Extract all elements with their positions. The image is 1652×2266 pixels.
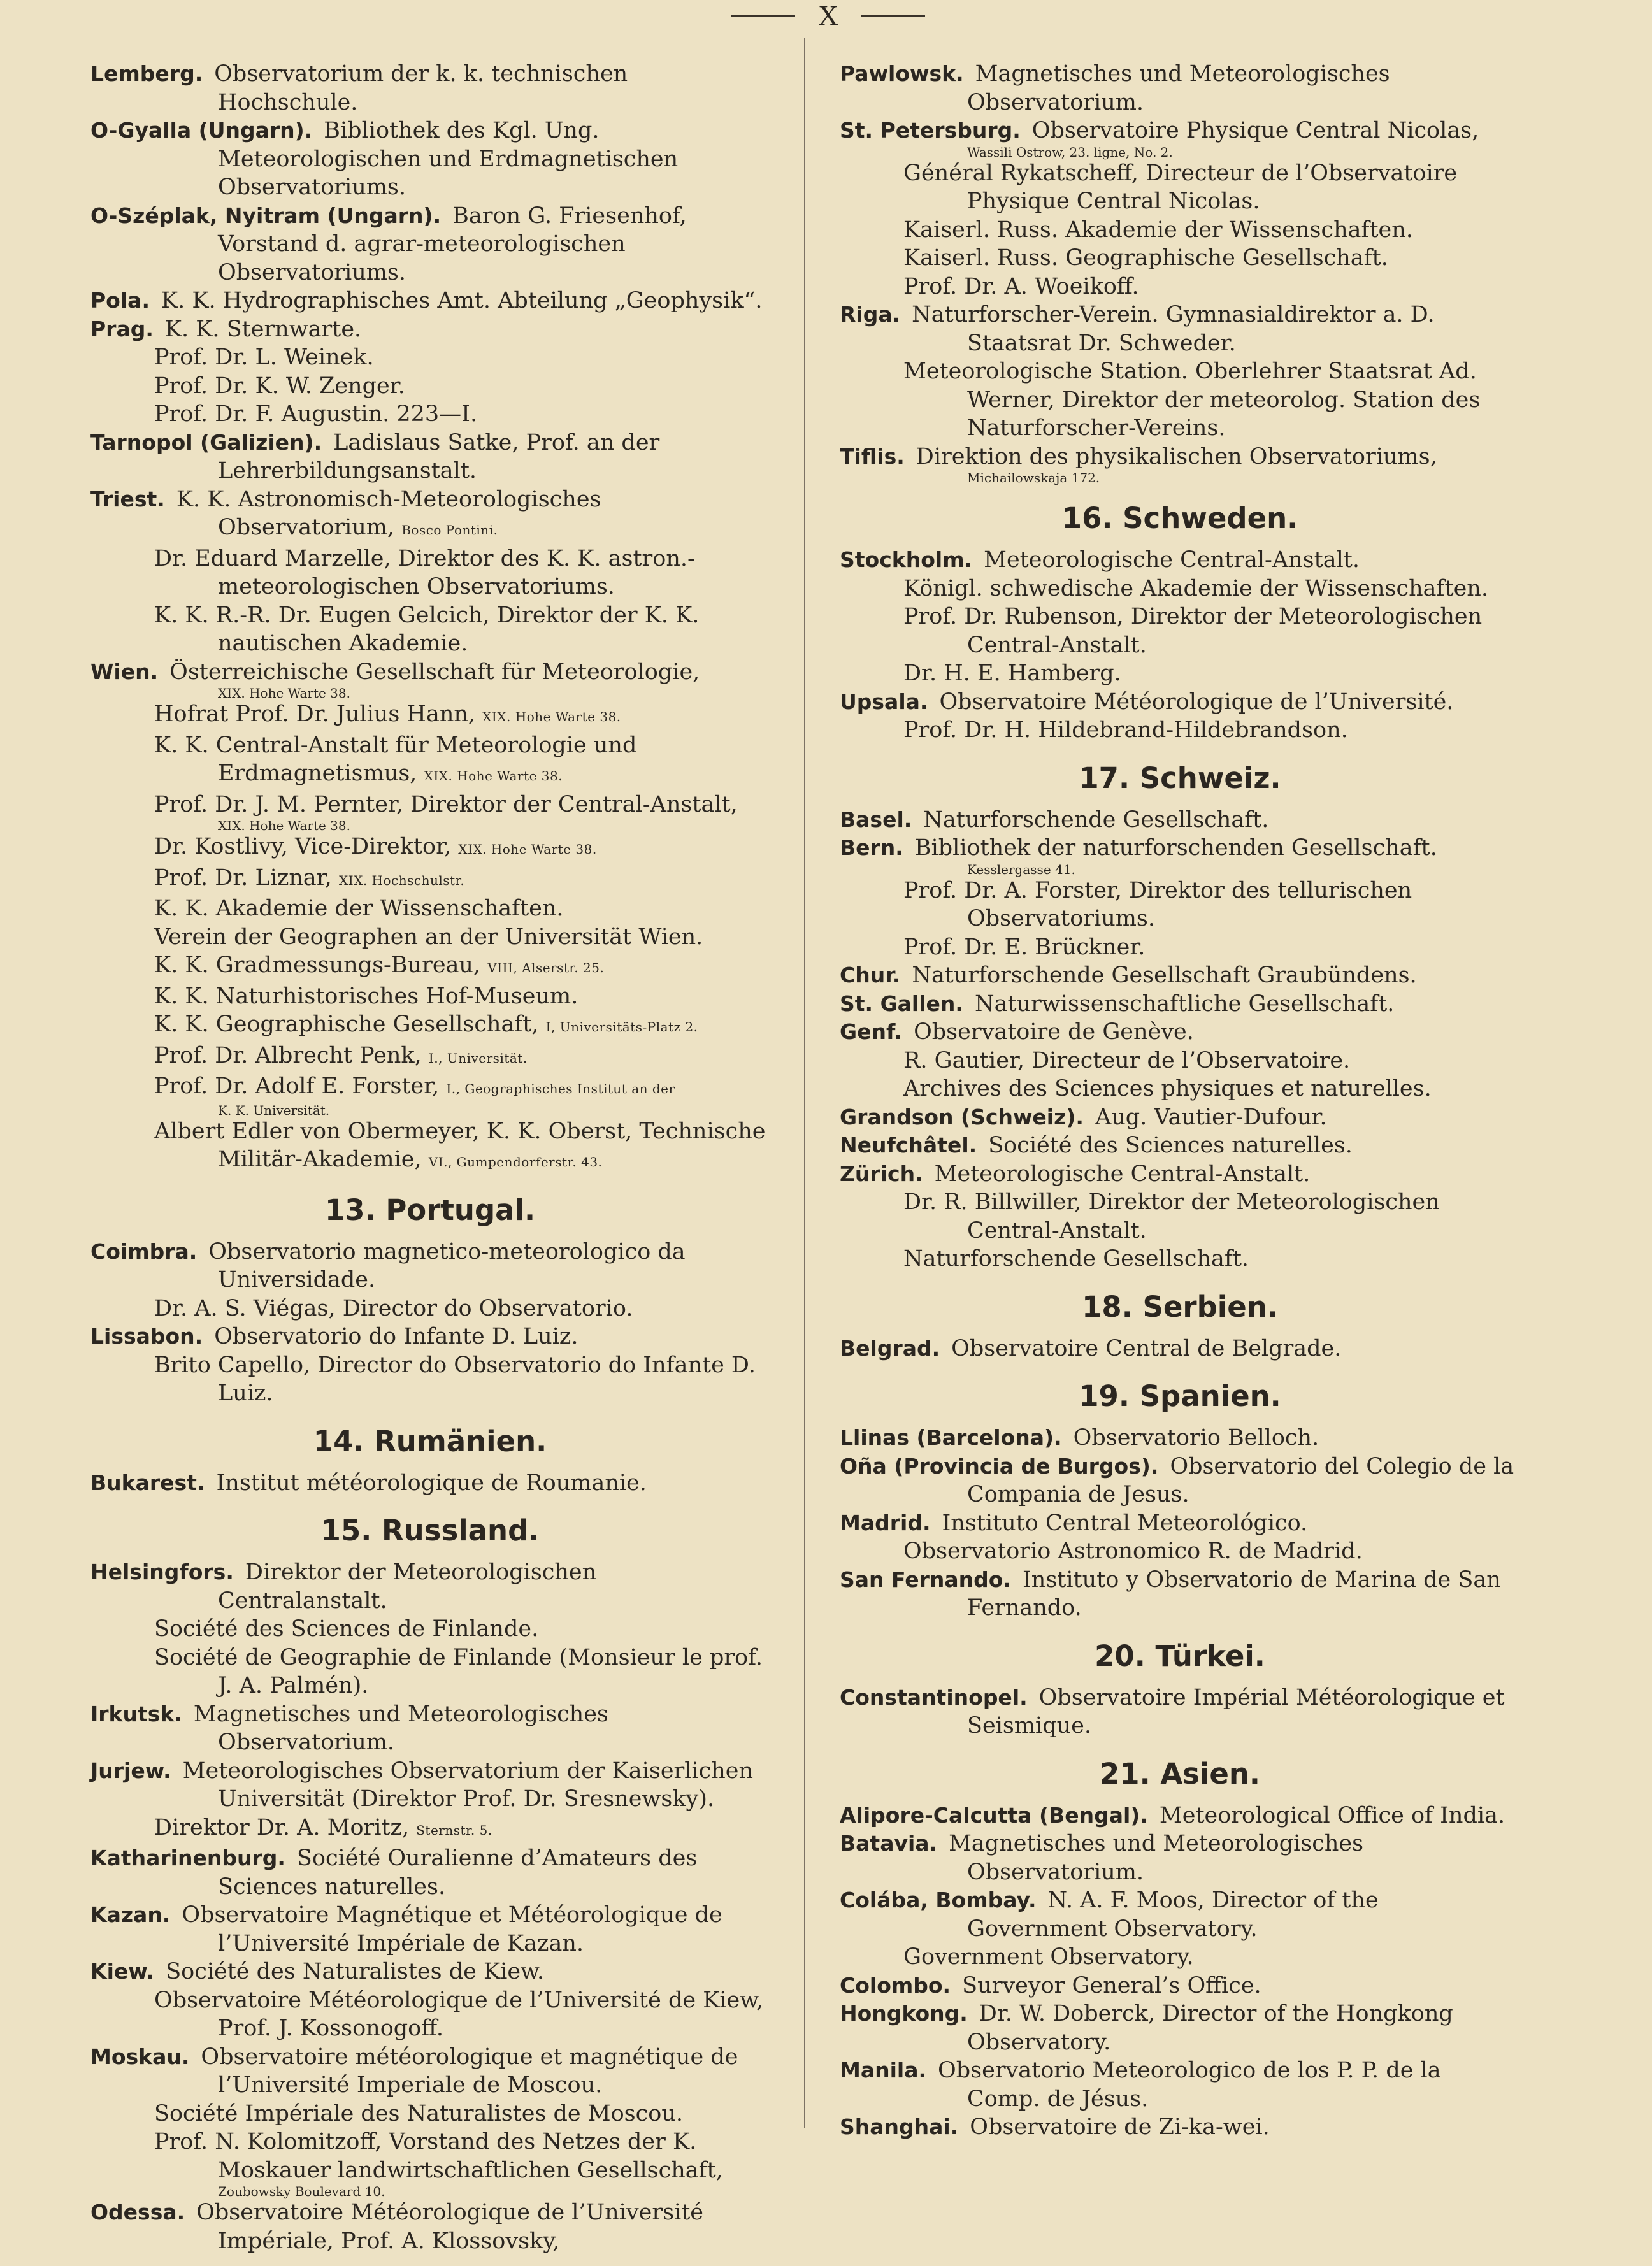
sub-entry [840,1943,1520,1972]
address-note: XIX. Hohe Warte 38. [424,768,563,784]
directory-entry [90,202,770,287]
place-name: Tarnopol (Galizien). [90,429,322,455]
entry-text: K. K. R.-R. Dr. Eugen Gelcich, Direktor der K. K. nautischen Akademie. [154,602,700,656]
section-heading: 14. Rumänien. [313,1424,547,1458]
entry-text: Dr. R. Billwiller, Direktor der Meteorologischen Central-Anstalt. [903,1189,1440,1244]
directory-entry [90,2198,770,2255]
place-name: St. Petersburg. [840,118,1021,143]
entry-text: Königl. schwedische Akademie der Wissenschaften. [903,575,1488,601]
header-rule-right [861,15,925,17]
place-name: Constantinopel. [840,1684,1028,1710]
sub-entry [90,372,770,401]
place-name: Bern. [840,835,903,860]
directory-entry [90,1844,770,1901]
entry-text: Prof. N. Kolomitzoff, Vorstand des Netzes der K. Moskauer landwirtschaftlichen Gesellschaft, [154,2129,723,2183]
section-heading: 20. Türkei. [1095,1639,1265,1673]
section-heading: 17. Schweiz. [1079,761,1281,795]
directory-entry [840,834,1520,863]
address-line: XIX. Hohe Warte 38. [218,818,350,833]
address-note: XIX. Hohe Warte 38. [458,842,597,857]
directory-entry [840,990,1520,1019]
entry-text: Prof. Dr. Adolf E. Forster, [154,1073,440,1099]
directory-entry [840,1886,1520,1943]
directory-entry [840,1335,1520,1363]
place-name: Triest. [90,486,165,512]
directory-entry [840,1684,1520,1740]
entry-text: Observatorio Meteorologico de los P. P. de la Comp. de Jésus. [938,2058,1441,2112]
entry-text: Naturforschende Gesellschaft Graubündens. [912,963,1417,988]
page-number: X [818,0,838,31]
directory-entry [90,1238,770,1294]
place-name: Pola. [90,288,150,313]
entry-text: Observatoire Magnétique et Météorologique de l’Université Impériale de Kazan. [182,1902,722,1956]
directory-entry [90,2043,770,2100]
directory-entry [840,2113,1520,2142]
directory-entry [90,117,770,202]
directory-entry [840,2000,1520,2056]
directory-entry [840,1830,1520,1886]
section-heading: 15. Russland. [320,1514,540,1547]
entry-text: Direktor der Meteorologischen Centralanstalt. [218,1560,597,1614]
sub-entry [840,1047,1520,1075]
entry-text: K. K. Gradmessungs-Bureau, [154,952,481,978]
directory-entry [840,1509,1520,1538]
place-name: Zürich. [840,1161,923,1186]
sub-entry [90,1814,770,1845]
directory-entry [840,1424,1520,1452]
place-name: Helsingfors. [90,1560,234,1584]
section-heading: 19. Spanien. [1079,1379,1281,1413]
entry-text: Meteorologische Central-Anstalt. [934,1161,1311,1187]
sub-entry [90,343,770,372]
sub-entry [90,731,770,791]
section-heading: 18. Serbien. [1082,1289,1278,1324]
section-heading: 16. Schweden. [1061,501,1298,535]
sub-entry [90,400,770,429]
address-note: Sternstr. 5. [416,1822,492,1838]
entry-text: Prof. Dr. L. Weinek. [154,345,374,370]
entry-text: Société Ouralienne d’Amateurs des Sciences naturelles. [218,1846,698,1900]
entry-text: Meteorologisches Observatorium der Kaiserlichen Universität (Direktor Prof. Dr. Sresnewsky). [182,1758,754,1812]
entry-text: Dr. W. Doberck, Director of the Hongkong Observatory. [967,2001,1453,2055]
entry-text: Prof. Dr. J. M. Pernter, Direktor der Central-Anstalt, [154,791,738,817]
column-divider [804,38,805,2128]
entry-text: Kaiserl. Russ. Geographische Gesellschaft. [903,245,1388,271]
entry-text: Société des Sciences de Finlande. [154,1616,539,1642]
sub-entry [90,700,770,731]
place-name: Wien. [90,659,159,684]
entry-text: Archives des Sciences physiques et naturelles. [903,1076,1432,1101]
sub-entry [840,159,1520,216]
entry-text: Observatorio magnetico-meteorologico da Universidade. [208,1238,686,1293]
sub-entry [840,659,1520,688]
sub-entry [90,894,770,923]
place-name: Oña (Provincia de Burgos). [840,1453,1159,1479]
place-name: Irkutsk. [90,1701,182,1726]
entry-text: Naturwissenschaftliche Gesellschaft. [974,991,1395,1017]
place-name: St. Gallen. [840,991,963,1016]
directory-entry [90,315,770,344]
entry-text: K. K. Naturhistorisches Hof-Museum. [154,983,578,1009]
entry-text: Naturforschende Gesellschaft. [923,807,1269,833]
entry-text: K. K. Geographische Gesellschaft, [154,1012,539,1037]
sub-entry [90,791,770,819]
entry-text: Bibliothek der naturforschenden Gesellschaft. [914,835,1437,861]
directory-entry [840,1131,1520,1160]
address-line: Zoubowsky Boulevard 10. [218,2184,385,2199]
entry-text: Prof. Dr. K. W. Zenger. [154,373,405,399]
address-line: XIX. Hohe Warte 38. [218,685,350,701]
entry-text: Baron G. Friesenhof, Vorstand d. agrar-meteorologischen Observatoriums. [218,203,687,285]
place-name: Genf. [840,1019,903,1044]
sub-entry [90,1294,770,1323]
entry-text: Observatoire de Zi-ka-wei. [970,2114,1270,2140]
entry-text: Meteorological Office of India. [1159,1802,1505,1828]
entry-text: Instituto Central Meteorológico. [942,1510,1308,1536]
place-name: Kazan. [90,1902,171,1927]
entry-text: K. K. Sternwarte. [164,316,362,342]
place-name: Lissabon. [90,1324,203,1349]
entry-text: Observatorio Astronomico R. de Madrid. [903,1538,1363,1564]
directory-entry [90,1469,770,1498]
directory-entry [840,60,1520,117]
entry-text: Dr. A. S. Viégas, Director do Observatorio. [154,1295,633,1321]
address-line: Michailowskaja 172. [967,470,1100,485]
entry-text: Société des Sciences naturelles. [988,1133,1353,1158]
entry-text: Kaiserl. Russ. Akademie der Wissenschaften. [903,217,1413,243]
directory-entry [840,1452,1520,1509]
place-name: Belgrad. [840,1335,940,1361]
directory-entry [90,485,770,545]
place-name: O-Széplak, Nyitram (Ungarn). [90,203,442,228]
entry-text: Prof. Dr. H. Hildebrand-Hildebrandson. [903,717,1348,743]
place-name: Hongkong. [840,2001,968,2026]
place-name: Kiew. [90,1959,155,1984]
directory-entry [90,1323,770,1351]
entry-text: Observatoire Physique Central Nicolas, [1031,118,1479,143]
address-note: XIX. Hohe Warte 38. [482,709,621,724]
directory-entry [840,1160,1520,1189]
place-name: Colombo. [840,1972,951,1998]
entry-text: Société Impériale des Naturalistes de Moscou. [154,2100,683,2126]
entry-text: Observatoire Central de Belgrade. [951,1335,1342,1361]
place-name: Chur. [840,963,901,987]
address-line: Wassili Ostrow, 23. ligne, No. 2. [967,144,1173,160]
directory-entry [840,1566,1520,1623]
sub-entry [90,1072,770,1103]
place-name: Prag. [90,316,154,341]
place-name: Alipore-Calcutta (Bengal). [840,1802,1148,1828]
sub-entry [90,923,770,952]
entry-text: Observatorio del Colegio de la Compania de Jesus. [967,1453,1514,1507]
address-note: I, Universitäts-Platz 2. [545,1019,698,1035]
directory-entry [840,688,1520,717]
sub-entry [90,1615,770,1644]
entry-text: Albert Edler von Obermeyer, K. K. Oberst, Technische Militär-Akademie, [154,1118,766,1172]
sub-entry [90,951,770,982]
entry-text: Aug. Vautier-Dufour. [1095,1104,1327,1130]
directory-entry [840,961,1520,990]
place-name: Colába, Bombay. [840,1888,1037,1912]
directory-entry [90,1901,770,1958]
place-name: Jurjew. [90,1758,171,1783]
place-name: Lemberg. [90,61,203,86]
entry-text: N. A. F. Moos, Director of the Government Observatory. [967,1888,1379,1942]
directory-entry [840,1018,1520,1047]
entry-text: Österreichische Gesellschaft für Meteorologie, [169,659,700,685]
address-note: VIII, Alserstr. 25. [487,960,605,975]
sub-entry [840,1188,1520,1245]
sub-entry [90,864,770,895]
place-name: Pawlowsk. [840,61,964,86]
entry-text: Direktion des physikalischen Observatoriums, [916,443,1437,470]
directory-entry [90,1958,770,1986]
entry-text: K. K. Hydrographisches Amt. Abteilung „Geophysik“. [161,288,763,313]
entry-text: Government Observatory. [903,1944,1194,1970]
place-name: Odessa. [90,2200,185,2225]
sub-entry [840,1537,1520,1566]
place-name: Basel. [840,807,912,832]
directory-entry [840,443,1520,471]
place-name: Katharinenburg. [90,1846,285,1870]
entry-text: Prof. Dr. Albrecht Penk, [154,1042,422,1068]
entry-text: Observatoire Météorologique de l’Université Impériale, Prof. A. Klossovsky, [196,2200,703,2254]
sub-entry [840,716,1520,745]
address-note: I., Geographisches Institut an der [446,1081,675,1096]
address-line: K. K. Universität. [218,1102,330,1118]
entry-text: Ladislaus Satke, Prof. an der Lehrerbildungsanstalt. [218,429,660,484]
place-name: Riga. [840,302,901,327]
sub-entry [840,1075,1520,1103]
entry-text: Société de Geographie de Finlande (Monsieur le prof. J. A. Palmén). [154,1644,763,1698]
address-note: I., Universität. [428,1050,528,1066]
entry-text: Direktor Dr. A. Moritz, [154,1814,410,1840]
directory-entry [840,301,1520,357]
entry-text: Dr. Kostlivy, Vice-Direktor, [154,834,452,859]
directory-entry [90,287,770,315]
entry-text: Bibliothek des Kgl. Ung. Meteorologischen und Erdmagnetischen Observatoriums. [218,118,679,200]
entry-text: Prof. Dr. A. Woeikoff. [903,273,1139,299]
directory-entry [840,2056,1520,2113]
sub-entry [90,545,770,601]
place-name: Upsala. [840,689,928,714]
directory-entry [90,1558,770,1615]
entry-text: Meteorologische Central-Anstalt. [984,547,1360,573]
entry-text: Magnetisches und Meteorologisches Observatorium. [949,1831,1364,1885]
page-header [688,0,968,32]
place-name: Manila. [840,2058,927,2083]
sub-entry [90,1644,770,1700]
entry-text: Dr. Eduard Marzelle, Direktor des K. K. astron.-meteorologischen Observatoriums. [154,545,695,599]
address-note: Bosco Pontini. [401,522,498,538]
entry-text: Observatorio do Infante D. Luiz. [214,1324,578,1349]
place-name: Tiflis. [840,443,905,469]
entry-text: Institut météorologique de Roumanie. [216,1470,647,1496]
header-rule-left [731,15,795,17]
sub-entry [90,1986,770,2043]
sub-entry [840,575,1520,603]
directory-entry [90,60,770,117]
place-name: Madrid. [840,1510,931,1535]
right-column [840,60,1520,2142]
entry-text: Prof. Dr. F. Augustin. 223—I. [154,401,478,427]
directory-entry [90,658,770,687]
entry-text: Surveyor General’s Office. [962,1972,1261,1998]
sub-entry [840,357,1520,443]
entry-text: Prof. Dr. E. Brückner. [903,934,1146,960]
place-name: Grandson (Schweiz). [840,1104,1084,1129]
entry-text: Société des Naturalistes de Kiew. [166,1959,544,1984]
entry-text: Prof. Dr. Rubenson, Direktor der Meteorologischen Central-Anstalt. [903,604,1483,658]
sub-entry [90,2100,770,2128]
entry-text: Hofrat Prof. Dr. Julius Hann, [154,701,476,727]
sub-entry [840,603,1520,659]
entry-text: K. K. Central-Anstalt für Meteorologie und Erdmagnetismus, [154,732,637,786]
place-name: Stockholm. [840,547,973,572]
place-name: Neufchâtel. [840,1133,977,1158]
sub-entry [90,833,770,864]
directory-entry [840,806,1520,835]
place-name: Bukarest. [90,1470,205,1495]
address-line: Kesslergasse 41. [967,861,1075,877]
entry-text: Observatoire Météorologique de l’Université de Kiew, Prof. J. Kossonogoff. [154,1987,764,2041]
directory-entry [90,429,770,485]
entry-text: Magnetisches und Meteorologisches Observatorium. [193,1701,608,1755]
entry-text: Observatoire météorologique et magnétique de l’Université Imperiale de Moscou. [201,2044,738,2098]
place-name: Shanghai. [840,2114,959,2139]
place-name: O-Gyalla (Ungarn). [90,118,313,143]
place-name: Llinas (Barcelona). [840,1425,1062,1450]
section-heading: 13. Portugal. [324,1193,536,1227]
entry-text: Observatoire de Genève. [914,1019,1194,1045]
entry-text: Naturforscher-Verein. Gymnasialdirektor a. D. Staatsrat Dr. Schweder. [912,302,1435,356]
sub-entry [90,1042,770,1073]
entry-text: Magnetisches und Meteorologisches Observatorium. [967,61,1390,115]
address-note: VI., Gumpendorferstr. 43. [428,1154,603,1170]
sub-entry [90,1117,770,1177]
entry-text: Brito Capello, Director do Observatorio do Infante D. Luiz. [154,1352,756,1406]
entry-text: Général Rykatscheff, Directeur de l’Observatoire Physique Central Nicolas. [903,160,1458,214]
sub-entry [90,982,770,1011]
sub-entry [90,601,770,658]
entry-text: Prof. Dr. A. Forster, Direktor des tellurischen Observatoriums. [903,877,1412,931]
entry-text: Observatoire Impérial Météorologique et Seismique. [967,1684,1505,1739]
entry-text: R. Gautier, Directeur de l’Observatoire. [903,1047,1351,1073]
directory-entry [840,1972,1520,2000]
entry-text: K. K. Akademie der Wissenschaften. [154,896,564,921]
sub-entry [840,273,1520,301]
entry-text: Naturforschende Gesellschaft. [903,1246,1249,1272]
entry-text: Observatorio Belloch. [1073,1425,1319,1451]
entry-text: Instituto y Observatorio de Marina de San Fernando. [967,1567,1501,1621]
left-column [90,60,770,2255]
directory-entry [90,1700,770,1757]
entry-text: Observatorium der k. k. technischen Hochschule. [214,61,628,115]
sub-entry [90,1010,770,1042]
entry-text: Verein der Geographen an der Universität Wien. [154,924,703,950]
entry-text: Meteorologische Station. Oberlehrer Staatsrat Ad. Werner, Direktor der meteorolog. Station des Naturforscher-Vereins. [903,359,1481,441]
entry-text: Prof. Dr. Liznar, [154,864,332,891]
entry-text: K. K. Astronomisch-Meteorologisches Observatorium, [176,486,601,540]
directory-entry [840,1103,1520,1132]
sub-entry [840,244,1520,273]
place-name: Coimbra. [90,1238,198,1264]
sub-entry [90,2128,770,2184]
sub-entry [840,1245,1520,1273]
place-name: Batavia. [840,1831,938,1856]
directory-entry [840,546,1520,575]
entry-text: Dr. H. E. Hamberg. [903,661,1121,686]
section-heading: 21. Asien. [1099,1756,1261,1791]
place-name: Moskau. [90,2044,190,2069]
sub-entry [840,933,1520,962]
sub-entry [840,216,1520,245]
place-name: San Fernando. [840,1567,1011,1592]
address-note: XIX. Hochschulstr. [338,872,465,888]
sub-entry [840,877,1520,933]
directory-entry [840,117,1520,145]
directory-entry [840,1802,1520,1830]
directory-entry [90,1757,770,1814]
entry-text: Observatoire Météorologique de l’Université. [939,689,1454,715]
sub-entry [90,1351,770,1408]
